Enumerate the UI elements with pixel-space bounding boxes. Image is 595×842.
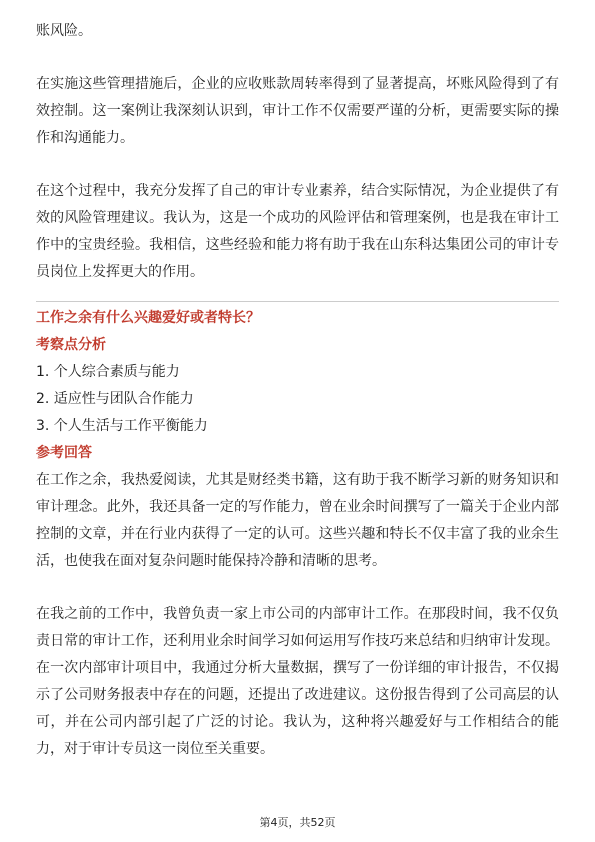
paragraph-result: 在实施这些管理措施后，企业的应收账款周转率得到了显著提高，坏账风险得到了有效控制。这一案例让我深刻认识到，审计工作不仅需要严谨的分析，更需要实际的操作和沟通能力。 xyxy=(36,76,559,146)
page-content xyxy=(36,18,559,763)
answer-heading: 参考回答 xyxy=(36,445,92,461)
analysis-point: 2. 适应性与团队合作能力 xyxy=(36,391,194,407)
paragraph-summary: 在这个过程中，我充分发挥了自己的审计专业素养，结合实际情况，为企业提供了有效的风险管理建议。我认为，这是一个成功的风险评估和管理案例，也是我在审计工作中的宝贵经验。我相信，这些经验和能力将有助于我在山东科达集团公司的审计专员岗位上发挥更大的作用。 xyxy=(36,183,559,280)
answer-paragraph: 在工作之余，我热爱阅读，尤其是财经类书籍，这有助于我不断学习新的财务知识和审计理念。此外，我还具备一定的写作能力，曾在业余时间撰写了一篇关于企业内部控制的文章，并在行业内获得了一定的认可。这些兴趣和特长不仅丰富了我的业余生活，也使我在面对复杂问题时能保持冷静和清晰的思考。 xyxy=(36,472,559,569)
page-number: 第4页，共52页 xyxy=(259,816,336,829)
paragraph-continuation: 账风险。 xyxy=(36,23,92,39)
analysis-point: 3. 个人生活与工作平衡能力 xyxy=(36,418,208,434)
paragraph-gap xyxy=(36,575,559,601)
analysis-points xyxy=(36,359,559,440)
paragraph-gap xyxy=(36,45,559,71)
analysis-heading: 考察点分析 xyxy=(36,337,106,353)
analysis-point: 1. 个人综合素质与能力 xyxy=(36,364,180,380)
paragraph-gap xyxy=(36,152,559,178)
answer-paragraph: 在我之前的工作中，我曾负责一家上市公司的内部审计工作。在那段时间，我不仅负责日常的审计工作，还利用业余时间学习如何运用写作技巧来总结和归纳审计发现。在一次内部审计项目中，我通过分析大量数据，撰写了一份详细的审计报告，不仅揭示了公司财务报表中存在的问题，还提出了改进建议。这份报告得到了公司高层的认可，并在公司内部引起了广泛的讨论。我认为，这种将兴趣爱好与工作相结合的能力，对于审计专员这一岗位至关重要。 xyxy=(36,606,559,757)
section-divider xyxy=(36,301,559,302)
question-title: 工作之余有什么兴趣爱好或者特长？ xyxy=(36,310,260,326)
